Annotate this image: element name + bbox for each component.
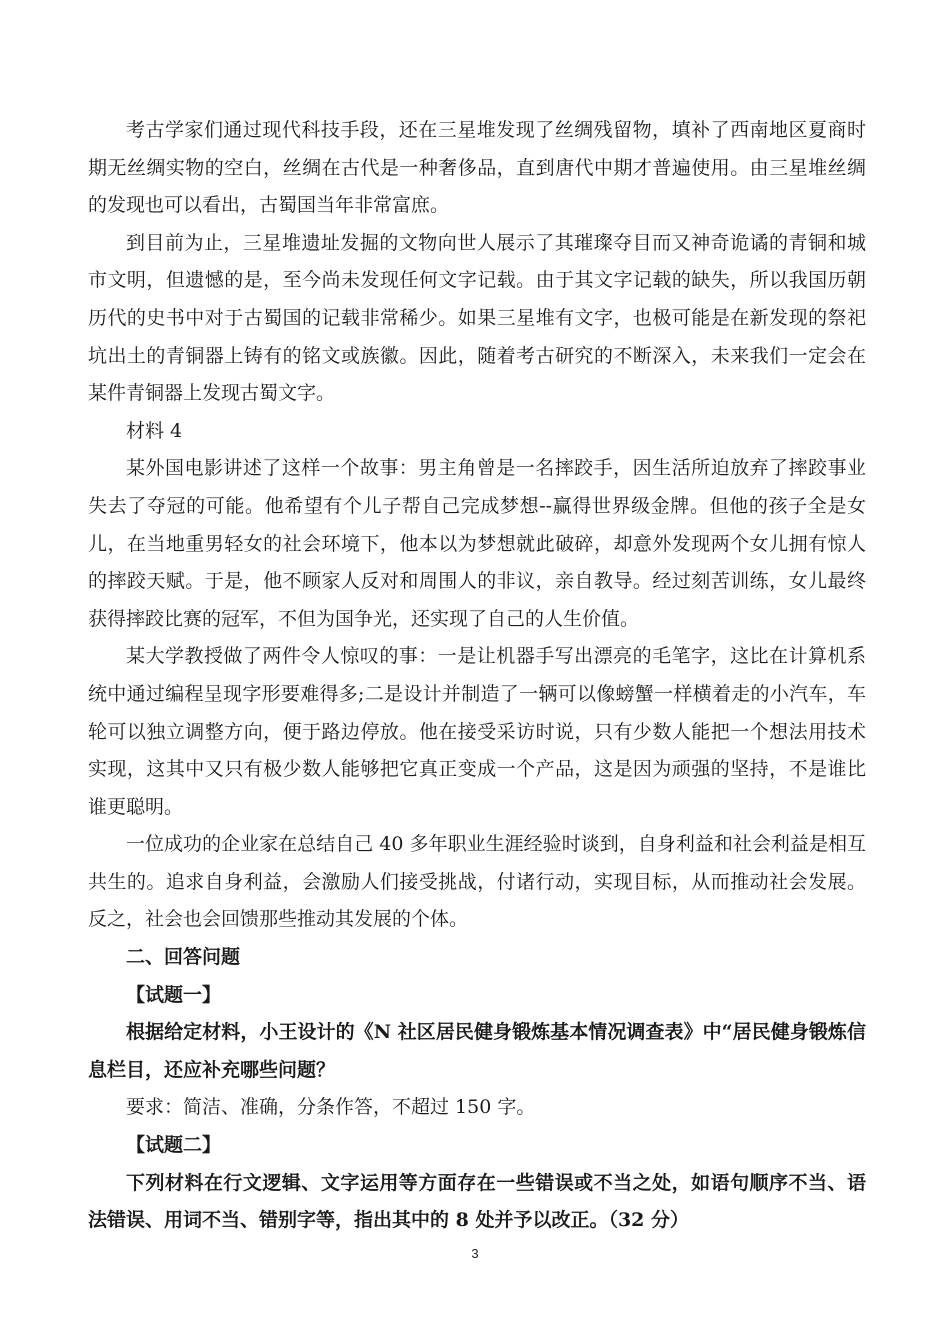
question-1-heading: 【试题一】 (126, 983, 222, 1006)
paragraph-silk-discovery: 考古学家们通过现代科技手段，还在三星堆发现了丝绸残留物，填补了西南地区夏商时期无丝绸实物的空白，丝绸在古代是一种奢侈品，直到唐代中期才普遍使用。由三星堆丝绸的发现也可以看出，古蜀国当年非常富庶。 (88, 119, 866, 217)
question-2-prompt: 下列材料在行文逻辑、文字运用等方面存在一些错误或不当之处，如语句顺序不当、语法错误、用词不当、错别字等，指出其中的 8 处并予以改正。（32 分） (88, 1171, 866, 1232)
page-number: 3 (471, 1246, 479, 1261)
paragraph-no-writing-found: 到目前为止，三星堆遗址发掘的文物向世人展示了其璀璨夺目而又神奇诡谲的青铜和城市文明，但遗憾的是，至今尚未发现任何文字记载。由于其文字记载的缺失，所以我国历朝历代的史书中对于古蜀国的记载非常稀少。如果三星堆有文字，也极可能是在新发现的祭祀坑出土的青铜器上铸有的铭文或族徽。因此，随着考古研究的不断深入，未来我们一定会在某件青铜器上发现古蜀文字。 (88, 231, 866, 405)
question-1-prompt: 根据给定材料，小王设计的《N 社区居民健身锻炼基本情况调查表》中“居民健身锻炼信息栏目，还应补充哪些问题？ (88, 1021, 866, 1081)
material-4-heading: 材料 4 (126, 419, 183, 442)
question-1-requirements: 要求：简洁、准确，分条作答，不超过 150 字。 (126, 1096, 536, 1119)
question-2-heading: 【试题二】 (126, 1134, 222, 1157)
section-heading-answer-questions: 二、回答问题 (126, 946, 241, 969)
document-body (88, 112, 866, 1240)
paragraph-wrestling-film: 某外国电影讲述了这样一个故事：男主角曾是一名摔跤手，因生活所迫放弃了摔跤事业失去了夺冠的可能。他希望有个儿子帮自己完成梦想--赢得世界级金牌。但他的孩子全是女儿，在当地重男轻女的社会环境下，他本以为梦想就此破碎，却意外发现两个女儿拥有惊人的摔跤天赋。于是，他不顾家人反对和周围人的非议，亲自教导。经过刻苦训练，女儿最终获得摔跤比赛的冠军，不但为国争光，还实现了自己的人生价值。 (88, 457, 866, 630)
paragraph-professor: 某大学教授做了两件令人惊叹的事：一是让机器手写出漂亮的毛笔字，这比在计算机系统中通过编程呈现字形要难得多;二是设计并制造了一辆可以像螃蟹一样横着走的小汽车，车轮可以独立调整方向，便于路边停放。他在接受采访时说，只有少数人能把一个想法用技术实现，这其中又只有极少数人能够把它真正变成一个产品，这是因为顽强的坚持，不是谁比谁更聪明。 (88, 645, 866, 818)
paragraph-entrepreneur: 一位成功的企业家在总结自己 40 多年职业生涯经验时谈到，自身利益和社会利益是相互共生的。追求自身利益，会激励人们接受挑战，付诸行动，实现目标，从而推动社会发展。反之，社会也会回馈那些推动其发展的个体。 (88, 833, 866, 931)
